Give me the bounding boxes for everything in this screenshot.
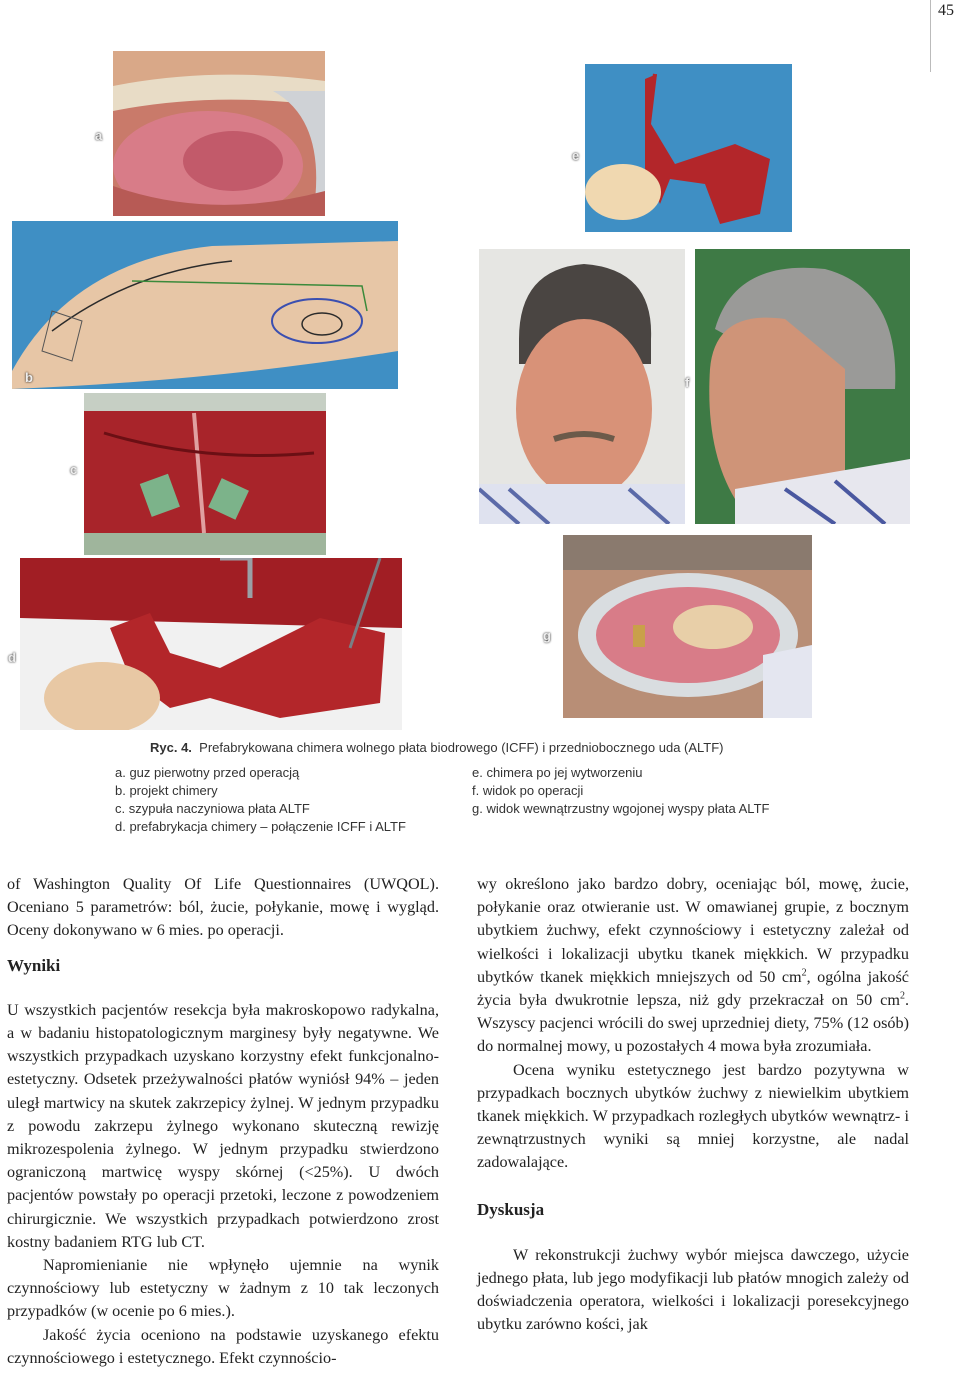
photo-f-postop-profile [695,249,910,524]
paragraph: Jakość życia oceniono na podstawie uzyskanego efektu czynnościowego i estetycznego. Efekt czynnościo- [7,1325,439,1367]
figure-caption-prefix: Ryc. 4. [150,740,192,755]
section-heading-discussion: Dyskusja [477,1199,545,1219]
caption-item: d. prefabrykacja chimery – połączenie ICFF i ALTF [115,819,406,834]
page-number-rule [930,0,931,72]
photo-g-intraoral-view [563,535,812,718]
text-run: , ogólna jakość życia była dwukrotnie lepsza, niż gdy przekraczał on 50 cm [477,967,909,1010]
caption-item: a. guz pierwotny przed operacją [115,765,300,780]
paragraph [477,873,909,1059]
photo-d-chimera-prefabrication [20,558,402,730]
caption-item: c. szypuła naczyniowa płata ALTF [115,801,310,816]
figure-caption-title [150,740,724,755]
label-f: f [685,375,690,390]
paragraph: Napromienianie nie wpłynęło ujemnie na wynik czynnościowy lub estetyczny w żadnym z 10 tak leczonych przypadków (w ocenie po 6 mies.). [7,1256,439,1321]
paragraph: of Washington Quality Of Life Questionnaires (UWQOL). Oceniano 5 parametrów: ból, żucie, połykanie, mowę i wygląd. Oceny dokonywano w 6 mies. po operacji. [7,875,439,940]
figure-caption-right-list [472,764,769,818]
photo-c-altf-pedicle [84,393,326,555]
section-heading-results: Wyniki [7,955,61,975]
caption-item: f. widok po operacji [472,783,584,798]
text-column-right [477,873,909,1337]
paragraph: Ocena wyniku estetycznego jest bardzo pozytywna w przypadkach bocznych ubytków żuchwy z niewielkim ubytkiem tkanek miękkich. W przypadkach rozległych ubytków wewnątrz- i zewnątrzustnych wyniki są mniej korzystne, ale nadal zadowalające. [477,1060,909,1172]
label-c: c [70,462,78,477]
figure-caption-left-list [115,764,406,836]
text-column-left [7,873,439,1370]
paragraph: W rekonstrukcji żuchwy wybór miejsca dawczego, użycie jednego płata, lub jego modyfikacji lub płatów mnogich zależy od doświadczenia operatora, wielkości i lokalizacji poresekcyjnego ubytku zarówno kości, jak [477,1245,909,1334]
caption-item: b. projekt chimery [115,783,218,798]
caption-item: e. chimera po jej wytworzeniu [472,765,643,780]
photo-b-chimera-design [12,221,398,389]
label-d: d [8,650,16,665]
superscript: 2 [899,990,905,1002]
caption-item: g. widok wewnątrzustny wgojonej wyspy płata ALTF [472,801,770,816]
label-b: b [25,370,33,385]
paragraph: U wszystkich pacjentów resekcja była makroskopowo radykalna, a w badaniu histopatologicznym marginesy były negatywne. We wszystkich przypadkach uzyskano korzystny efekt funkcjonalno-estetyczny. Odsetek przeżywalności płatów wyniósł 94% – jeden uległ martwicy na skutek zakrzepicy żylnej. W jednym przypadku z powodu zakrzepu żylnego wykonano skuteczną rewizję mikrozespolenia żylnego. W jednym przypadku stwierdzono ograniczoną martwicę wyspy skórnej (<25%). U dwóch pacjentów powstały po operacji przetoki, leczone z powodzeniem chirurgicznie. We wszystkich przypadkach potwierdzono zrost kostny badaniem RTG lub CT. [7,1000,439,1251]
label-e: e [572,148,580,163]
page-number: 45 [938,2,954,19]
label-g: g [543,628,551,643]
superscript: 2 [801,967,807,979]
text-run: wy określono jako bardzo dobry, oceniając ból, mowę, żucie, połykanie oraz otwieranie ust. W omawianej grupie, z bocznym ubytkiem żuchwy, efekt czynnościowy i estetyczny zależał od wielkości i lokalizacji ubytku tkanek miękkich. W przypadku ubytków tkanek miękkich mniejszych od 50 cm [477,875,909,986]
photo-f-postop-frontal [479,249,685,524]
text-run: . Wszyscy pacjenci wrócili do swej uprzedniej diety, 75% (12 osób) do normalnej mowy, u pozostałych 4 mowa była zrozumiała. [477,991,909,1056]
photo-e-chimera-created [585,64,792,232]
label-a: a [95,128,103,143]
figure-caption-text: Prefabrykowana chimera wolnego płata biodrowego (ICFF) i przedniobocznego uda (ALTF) [199,740,724,755]
photo-a-primary-tumor [113,51,325,216]
